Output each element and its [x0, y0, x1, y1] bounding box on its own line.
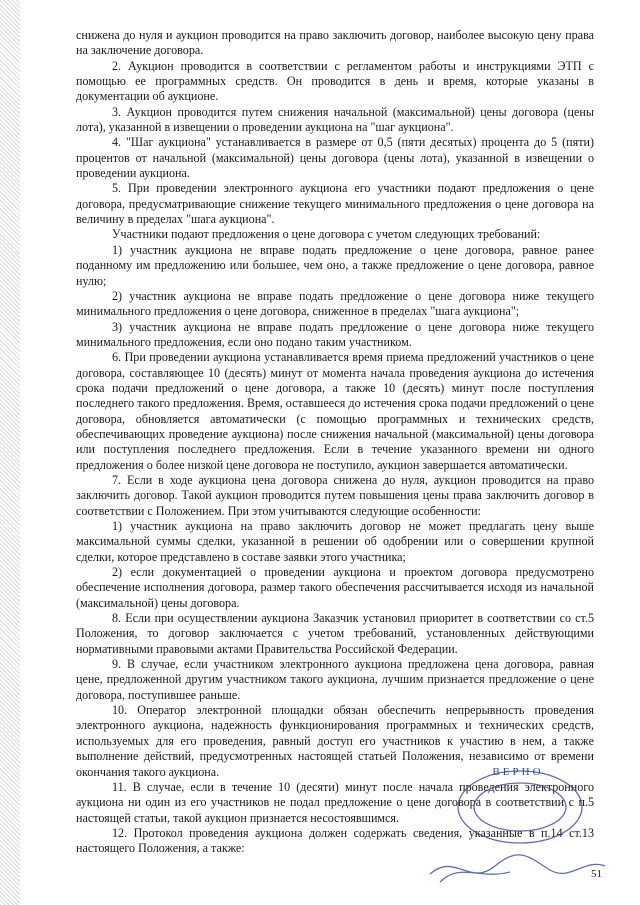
document-paragraph: 10. Оператор электронной площадки обязан обеспечить непрерывность проведения электронного аукциона, надежность функционирования программных и технических средств, используемых для его проведения, равный доступ его участников к участию в нем, а также выполнение действий, предусмотренных настоящей статьей Положения, независимо от времени окончания такого аукциона. — [76, 703, 594, 779]
document-paragraph: 3. Аукцион проводится путем снижения начальной (максимальной) цены договора (цены лота), указанной в извещении о проведении аукциона на "шаг аукциона". — [76, 104, 594, 135]
document-paragraph: 12. Протокол проведения аукциона должен содержать сведения, указанные в п.14 ст.13 настоящего Положения, а также: — [76, 825, 594, 856]
document-paragraph: 11. В случае, если в течение 10 (десяти) минут после начала проведения электронного аукциона ни один из его участников не подал предложение о цене договора в соответствии с п.5 настоящей статьи, такой аукцион признается несостоявшимся. — [76, 779, 594, 825]
document-paragraph: 7. Если в ходе аукциона цена договора снижена до нуля, аукцион проводится на право заключить договор. Такой аукцион проводится путем повышения цены права заключить договор в соответствии с Положением. При этом учитываются следующие особенности: — [76, 472, 594, 518]
document-paragraph: 3) участник аукциона не вправе подать предложение о цене договора ниже текущего минимального предложения, если оно подано таким участником. — [76, 319, 594, 349]
document-paragraph: снижена до нуля и аукцион проводится на право заключить договор, наиболее высокую цену права на заключение договора. — [76, 28, 594, 58]
document-paragraph: 4. "Шаг аукциона" устанавливается в размере от 0,5 (пяти десятых) процента до 5 (пяти) процентов от начальной (максимальной) цены договора (цены лота), указанной в извещении о проведении аукциона. — [76, 135, 594, 181]
document-paragraph: 5. При проведении электронного аукциона его участники подают предложения о цене договора, предусматривающие снижение текущего минимального предложения о цене договора на величину в пределах "шага аукциона". — [76, 181, 594, 227]
stamp-label: ВЕРНО — [492, 766, 544, 778]
scan-edge — [0, 0, 20, 905]
document-paragraph: 9. В случае, если участником электронного аукциона предложена цена договора, равная цене, предложенной другим участником такого аукциона, лучшим признается предложение о цене договора, поступившее раньше. — [76, 657, 594, 702]
document-paragraph: Участники подают предложения о цене договора с учетом следующих требований: — [112, 227, 541, 242]
page-number: 51 — [591, 868, 602, 880]
document-paragraph: 8. Если при осуществлении аукциона Заказчик установил приоритет в соответствии со ст.5 Положения, то договор заключается с учетом требований, установленных действующими нормативными правовыми актами Правительства Российской Федерации. — [76, 611, 594, 656]
document-paragraph: 6. При проведении аукциона устанавливается время приема предложений участников о цене договора, составляющее 10 (десять) минут от момента начала проведения аукциона до истечения срока подачи предложений о цене договора, а также 10 (десять) минут после поступления последнего такого предложения. Время, оставшееся до истечения срока подачи предложений о цене договора, обновляется автоматически (с помощью программных и технических средств, обеспечивающих проведение аукциона) после снижения начальной (максимальной) цены договора или поступления последнего предложения. Если в течение указанного времени ни одного предложения о более низкой цене договора не поступило, аукцион завершается автоматически. — [76, 350, 594, 472]
document-paragraph: 2) если документацией о проведении аукциона и проектом договора предусмотрено обеспечение исполнения договора, размер такого обеспечения рассчитывается исходя из начальной (максимальной) цены договора. — [76, 565, 594, 610]
document-paragraph: 1) участник аукциона на право заключить договор не может предлагать цену выше максимальной суммы сделки, указанной в решении об одобрении или о совершении крупной сделки, которое представлено в составе заявки этого участника; — [76, 519, 594, 564]
document-body — [76, 28, 594, 857]
document-paragraph: 1) участник аукциона не вправе подать предложение о цене договора, равное ранее поданному им предложению или большее, чем оно, а также предложение о цене договора, равное нулю; — [76, 242, 594, 288]
document-paragraph: 2) участник аукциона не вправе подать предложение о цене договора ниже текущего минимального предложения о цене договора, сниженное в пределах "шага аукциона"; — [76, 288, 594, 319]
document-paragraph: 2. Аукцион проводится в соответствии с регламентом работы и инструкциями ЭТП с помощью ее программных средств. Он проводится в день и время, которые указаны в документации об аукционе. — [76, 58, 594, 104]
